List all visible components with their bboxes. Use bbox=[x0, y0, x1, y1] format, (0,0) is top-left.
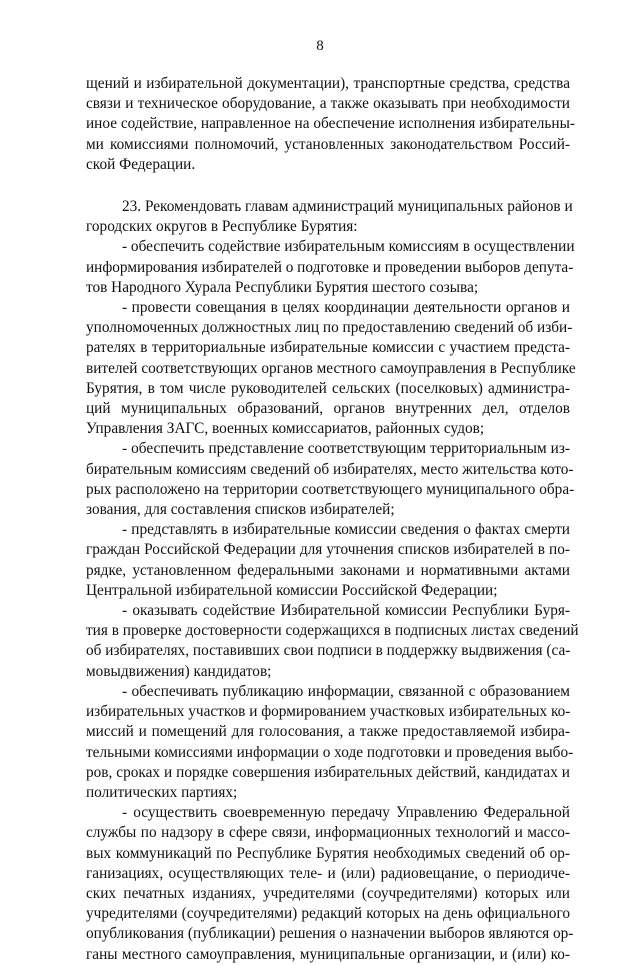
text-line: тельными комиссиями информации о ходе подготовки и проведения выбо- bbox=[86, 743, 574, 761]
text-line: - провести совещания в целях координации деятельности органов и bbox=[122, 299, 570, 317]
paragraph bbox=[86, 298, 576, 439]
text-line: - осуществить своевременную передачу Управлению Федеральной bbox=[122, 804, 570, 822]
text-line: избирательных участков и формированием участковых избирательных ко- bbox=[86, 703, 571, 721]
text-line: мовыдвижения) кандидатов; bbox=[86, 662, 272, 680]
text-line: связи и техническое оборудование, а также оказывать при необходимости bbox=[86, 95, 570, 113]
text-line: - обеспечить содействие избирательным комиссиям в осуществлении bbox=[122, 238, 575, 256]
page-number: 8 bbox=[316, 38, 324, 54]
text-line: ганы местного самоуправления, муниципальные организации, и (или) ко- bbox=[86, 945, 570, 963]
text-line: зования, для составления списков избирателей; bbox=[86, 501, 395, 519]
paragraph bbox=[86, 74, 575, 175]
paragraph bbox=[86, 237, 575, 298]
text-line: Бурятия, в том числе руководителей сельских (поселковых) администра- bbox=[86, 379, 570, 397]
document-body bbox=[86, 74, 579, 965]
text-line: бирательным комиссиям сведений об избирателях, место жительства кото- bbox=[86, 460, 574, 478]
paragraph bbox=[86, 439, 575, 520]
text-line: информирования избирателей о подготовке и проведении выборов депута- bbox=[86, 258, 574, 276]
text-line: вых коммуникаций по Республике Бурятия необходимых сведений об ор- bbox=[86, 844, 570, 862]
paragraph bbox=[86, 520, 570, 601]
text-line: учредителями (соучредителями) редакций которых на день официального bbox=[86, 905, 570, 923]
text-line: тия в проверке достоверности содержащихся в подписных листах сведений bbox=[86, 622, 579, 640]
text-line: Центральной избирательной комиссии Российской Федерации; bbox=[86, 581, 498, 599]
text-line: городских округов в Республике Бурятия: bbox=[86, 218, 358, 236]
paragraph bbox=[86, 601, 579, 682]
text-line: - представлять в избирательные комиссии сведения о фактах смерти bbox=[122, 521, 570, 539]
text-line: ганизациях, осуществляющих теле- и (или) радиовещание, о периодиче- bbox=[86, 864, 570, 882]
text-line: миссий и помещений для голосования, а также предоставляемой избира- bbox=[86, 723, 570, 741]
text-line: ций муниципальных образований, органов внутренних дел, отделов bbox=[86, 400, 570, 418]
paragraph bbox=[86, 682, 574, 803]
text-line: тов Народного Хурала Республики Бурятия шестого созыва; bbox=[86, 278, 479, 296]
text-line: вителей соответствующих органов местного самоуправления в Республике bbox=[86, 359, 576, 377]
text-line: политических партиях; bbox=[86, 783, 238, 801]
text-line: об избирателях, поставивших свои подписи в поддержку выдвижения (са- bbox=[86, 642, 571, 660]
text-line: ми комиссиями полномочий, установленных законодательством Россий- bbox=[86, 135, 570, 153]
paragraph bbox=[86, 197, 573, 237]
paragraph-gap bbox=[86, 175, 570, 197]
text-line: ских печатных изданиях, учредителями (соучредителями) которых или bbox=[86, 884, 570, 902]
text-line: иное содействие, направленное на обеспечение исполнения избирательны- bbox=[86, 115, 575, 133]
text-line: щений и избирательной документации), транспортные средства, средства bbox=[86, 75, 570, 92]
text-line: опубликования (публикации) решения о назначении выборов являются ор- bbox=[86, 925, 574, 943]
text-line: ров, сроках и порядке совершения избирательных действий, кандидатах и bbox=[86, 763, 570, 781]
text-line: 23. Рекомендовать главам администраций муниципальных районов и bbox=[122, 198, 573, 216]
text-line: уполномоченных должностных лиц по предоставлению сведений об изби- bbox=[86, 319, 573, 337]
paragraph bbox=[86, 803, 574, 965]
text-line: рателях в территориальные избирательные комиссии с участием предста- bbox=[86, 339, 570, 357]
text-line: - обеспечивать публикацию информации, связанной с образованием bbox=[122, 682, 570, 700]
text-line: - оказывать содействие Избирательной комиссии Республики Буря- bbox=[122, 602, 570, 620]
text-line: граждан Российской Федерации для уточнения списков избирателей в по- bbox=[86, 541, 570, 559]
text-line: Управления ЗАГС, военных комиссариатов, районных судов; bbox=[86, 420, 485, 438]
text-line: рядке, установленном федеральными законами и нормативными актами bbox=[86, 561, 570, 579]
text-line: - обеспечить представление соответствующим территориальным из- bbox=[122, 440, 570, 458]
text-line: службы по надзору в сфере связи, информационных технологий и массо- bbox=[86, 824, 570, 842]
text-line: рых расположено на территории соответствующего муниципального обра- bbox=[86, 480, 575, 498]
text-line: ской Федерации. bbox=[86, 155, 196, 173]
